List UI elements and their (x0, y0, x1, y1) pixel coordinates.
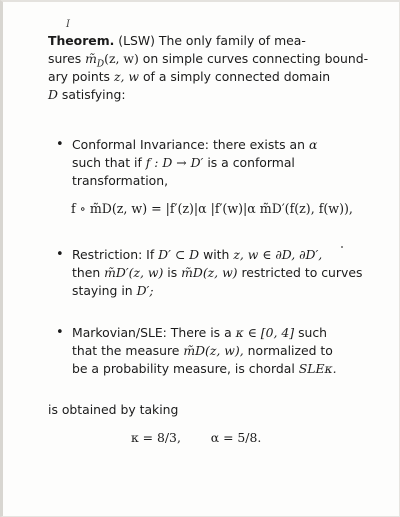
theorem-l3-b: of a simply connected domain (142, 69, 331, 84)
restriction-l2-a: then (72, 265, 101, 280)
theorem-l4-b: satisfying: (61, 87, 126, 102)
restriction-l1-cond: D′ ⊂ D (158, 247, 200, 262)
restriction-l3-a: staying in (72, 283, 133, 298)
markovian-l2-a: that the measure (72, 343, 180, 358)
alpha-value: α = 5/8. (210, 430, 262, 445)
bullet-icon: • (56, 325, 64, 340)
restriction-l2-m2: m̃D(z, w) (181, 265, 238, 280)
theorem-l3-a: ary points (48, 69, 111, 84)
theorem-line-2 (48, 50, 378, 68)
conformal-l3: transformation, (72, 173, 169, 188)
conformal-text (72, 136, 392, 190)
restriction-l2-m1: m̃D′(z, w) (104, 265, 164, 280)
restriction-text (72, 246, 392, 300)
restriction-line-3 (72, 282, 392, 300)
theorem-heading: Theorem. (48, 33, 115, 48)
conformal-line-2 (72, 154, 392, 172)
markovian-line-3 (72, 360, 392, 378)
restriction-l1-a: Restriction: If (72, 247, 155, 262)
restriction-line-1 (72, 246, 392, 264)
markovian-l2-measure: m̃D(z, w), (183, 343, 244, 358)
conformal-l1-b: there exists an (212, 137, 305, 152)
markovian-l1-b: such (298, 325, 328, 340)
markovian-l3-sle: SLEκ. (298, 361, 337, 376)
theorem-line-1 (48, 32, 378, 50)
markovian-l2-b: normalized to (247, 343, 333, 358)
conformal-l2-b: is a conformal (207, 155, 295, 170)
parameter-values (131, 429, 261, 447)
conformal-equation: f ∘ m̃D(z, w) = |f′(z)|α |f′(w)|α m̃D′(f(z), f(w)), (71, 201, 353, 216)
measure-args: (z, w) (104, 51, 139, 66)
theorem-line-3 (48, 68, 378, 86)
theorem-l3-points: z, w (113, 69, 139, 84)
theorem-statement (48, 32, 378, 104)
bullet-icon: • (56, 137, 64, 152)
markovian-line-2 (72, 342, 392, 360)
measure-m: m̃ (85, 51, 97, 66)
markovian-line-1 (72, 324, 392, 342)
kappa-value: κ = 8/3, (131, 430, 181, 445)
restriction-l1-b: with (203, 247, 230, 262)
theorem-l4-domain: D (48, 87, 58, 102)
restriction-line-2 (72, 264, 392, 282)
theorem-l2-b: on simple curves connecting bound- (142, 51, 369, 66)
conformal-l2-map: f : D → D′ (145, 155, 204, 170)
measure-symbol (85, 51, 139, 70)
conformal-l1-alpha: α (308, 137, 318, 152)
page-mark: I (66, 19, 70, 30)
markovian-text (72, 324, 392, 378)
markovian-l1-a: Markovian/SLE: There is a (72, 325, 232, 340)
stray-dot (341, 246, 343, 248)
restriction-l3-domain: D′; (136, 283, 154, 298)
theorem-line-4 (48, 86, 378, 104)
conformal-l2-a: such that if (72, 155, 142, 170)
restriction-l2-c: restricted to curves (241, 265, 363, 280)
measure-sub: D (96, 59, 105, 70)
conclusion-text: is obtained by taking (48, 402, 179, 417)
bullet-icon: • (56, 247, 64, 262)
conformal-l1-a: Conformal Invariance: (72, 137, 209, 152)
conformal-line-3 (72, 172, 392, 190)
conformal-line-1 (72, 136, 392, 154)
restriction-l2-b: is (167, 265, 178, 280)
theorem-l1-text: (LSW) The only family of mea- (118, 33, 306, 48)
markovian-l1-kappa: κ ∈ [0, 4] (235, 325, 295, 340)
restriction-l1-points: z, w ∈ ∂D, ∂D′, (233, 247, 323, 262)
markovian-l3-a: be a probability measure, is chordal (72, 361, 295, 376)
theorem-l2-a: sures (48, 51, 82, 66)
